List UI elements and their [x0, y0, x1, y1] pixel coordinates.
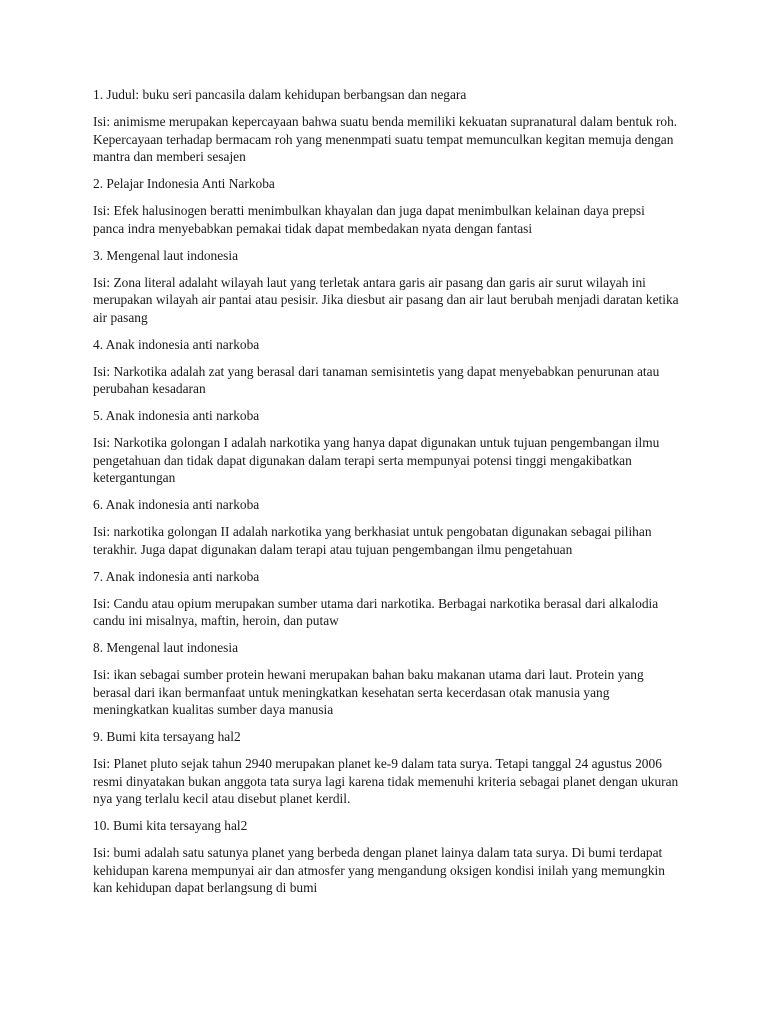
entry-title-10: 10. Bumi kita tersayang hal2 [93, 818, 248, 833]
entry-body-2: Isi: Efek halusinogen beratti menimbulkan khayalan dan juga dapat menimbulkan kelainan daya prepsi panca indra menyebabkan pemakai tidak dapat membedakan nyata dengan fantasi [93, 203, 645, 236]
entry-title-6: 6. Anak indonesia anti narkoba [93, 497, 260, 512]
entry-body-3: Isi: Zona literal adalaht wilayah laut yang terletak antara garis air pasang dan garis air surut wilayah ini merupakan wilayah air pantai atau pesisir. Jika diesbut air pasang dan air laut berubah menjadi daratan ketika air pasang [93, 274, 679, 325]
entry-title-7: 7. Anak indonesia anti narkoba [93, 568, 260, 584]
entry-body-5: Isi: Narkotika golongan I adalah narkotika yang hanya dapat digunakan untuk tujuan pengembangan ilmu pengetahuan dan tidak dapat digunakan dalam terapi serta mempunyai potensi tinggi mengakibatkan ketergantungan [93, 435, 660, 485]
entry-body-1: Isi: animisme merupakan kepercayaan bahwa suatu benda memiliki kekuatan supranatural dalam bentuk roh. Kepercayaan terhadap bermacam roh yang menenmpati suatu tempat memunculkan kegitan memuja dengan mantra dan memberi sesajen [93, 114, 678, 164]
entry-title-9: 9. Bumi kita tersayang hal2 [93, 729, 241, 744]
entry-title-2: 2. Pelajar Indonesia Anti Narkoba [93, 176, 275, 191]
entry-title-1: 1. Judul: buku seri pancasila dalam kehidupan berbangsan dan negara [93, 87, 467, 102]
entry-body-7: Isi: Candu atau opium merupakan sumber utama dari narkotika. Berbagai narkotika berasal dari alkalodia candu ini misalnya, maftin, heroin, dan putaw [93, 595, 659, 628]
entry-body-10: Isi: bumi adalah satu satunya planet yang berbeda dengan planet lainya dalam tata surya. Di bumi terdapat kehidupan karena mempunyai air dan atmosfer yang mengandung oksigen kondisi inilah yang memungkin kan kehidupan dapat berlangsung di bumi [93, 845, 665, 895]
entry-body-9: Isi: Planet pluto sejak tahun 2940 merupakan planet ke-9 dalam tata surya. Tetapi tanggal 24 agustus 2006 resmi dinyatakan bukan anggota tata surya lagi karena tidak memenuhi kriteria sebagai planet dengan ukuran nya yang terlalu kecil atau disebut planet kerdil. [93, 756, 679, 806]
document-body [93, 86, 679, 906]
entry-title-3: 3. Mengenal laut indonesia [93, 247, 239, 263]
entry-title-8: 8. Mengenal laut indonesia [93, 640, 239, 655]
entry-body-4: Isi: Narkotika adalah zat yang berasal dari tanaman semisintetis yang dapat menyebabkan penurunan atau perubahan kesadaran [93, 363, 660, 396]
entry-body-6: Isi: narkotika golongan II adalah narkotika yang berkhasiat untuk pengobatan digunakan sebagai pilihan terakhir. Juga dapat digunakan dalam terapi atau tujuan pengembangan ilmu pengetahuan [93, 524, 652, 557]
entry-title-5: 5. Anak indonesia anti narkoba [93, 408, 260, 423]
entry-title-4: 4. Anak indonesia anti narkoba [93, 336, 260, 352]
entry-body-8: Isi: ikan sebagai sumber protein hewani merupakan bahan baku makanan utama dari laut. Protein yang berasal dari ikan bermanfaat untuk meningkatkan kesehatan serta kecerdasan otak manusia yang meningkatkan kualitas sumber daya manusia [93, 667, 644, 717]
